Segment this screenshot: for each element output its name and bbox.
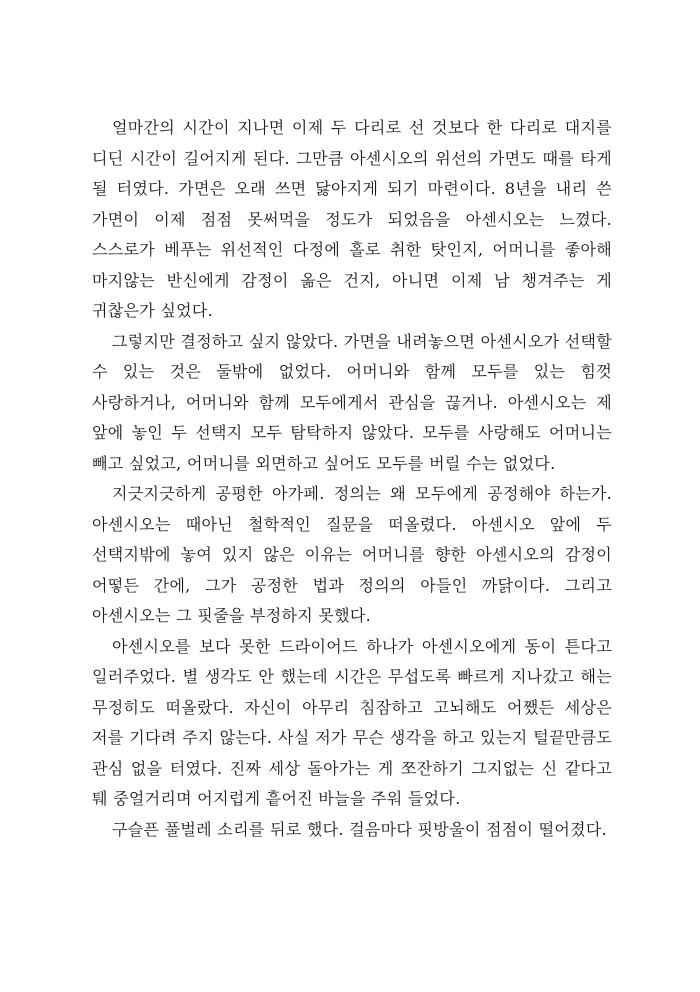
paragraph-5: 구슬픈 풀벌레 소리를 뒤로 했다. 걸음마다 핏방울이 점점이 떨어졌다. (112, 819, 608, 839)
paragraph-4: 아센시오를 보다 못한 드라이어드 하나가 아센시오에게 동이 튼다고 일러주었다. 별 생각도 안 했는데 시간은 무섭도록 빠르게 지나갔고 해는 무정히도 떠올랐다. 자신이 아무리 침잠하고 고뇌해도 어쨌든 세상은 저를 기다려 주지 않는다. 사실 저가 무슨 생각을 하고 있는지 털끝만큼도 관심 없을 터였다. 진짜 세상 돌아가는 게 쪼잔하기 그지없는 신 같다고 퉤 중얼거리며 어지럽게 흩어진 바늘을 주워 들었다. (92, 636, 612, 808)
paragraph-3: 지긋지긋하게 공평한 아가페. 정의는 왜 모두에게 공정해야 하는가. 아센시오는 때아닌 철학적인 질문을 떠올렸다. 아센시오 앞에 두 선택지밖에 놓여 있지 않은 이유는 어머니를 향한 아센시오의 감정이 어떻든 간에, 그가 공정한 법과 정의의 아들인 까닭이다. 그리고 아센시오는 그 핏줄을 부정하지 못했다. (92, 484, 612, 625)
document-body (92, 113, 612, 845)
paragraph-1: 얼마간의 시간이 지나면 이제 두 다리로 선 것보다 한 다리로 대지를 디딘 시간이 길어지게 된다. 그만큼 아센시오의 위선의 가면도 때를 타게 될 터였다. 가면은 오래 쓰면 닳아지게 되기 마련이다. 8년을 내리 쓴 가면이 이제 점점 못써먹을 정도가 되었음을 아센시오는 느꼈다. 스스로가 베푸는 위선적인 다정에 홀로 취한 탓인지, 어머니를 좋아해 마지않는 반신에게 감정이 옮은 건지, 아니면 이제 남 챙겨주는 게 귀찮은가 싶었다. (92, 118, 612, 320)
paragraph-2: 그렇지만 결정하고 싶지 않았다. 가면을 내려놓으면 아센시오가 선택할 수 있는 것은 둘밖에 없었다. 어머니와 함께 모두를 있는 힘껏 사랑하거나, 어머니와 함께 모두에게서 관심을 끊거나. 아센시오는 제 앞에 놓인 두 선택지 모두 탐탁하지 않았다. 모두를 사랑해도 어머니는 빼고 싶었고, 어머니를 외면하고 싶어도 모두를 버릴 수는 없었다. (92, 331, 613, 473)
